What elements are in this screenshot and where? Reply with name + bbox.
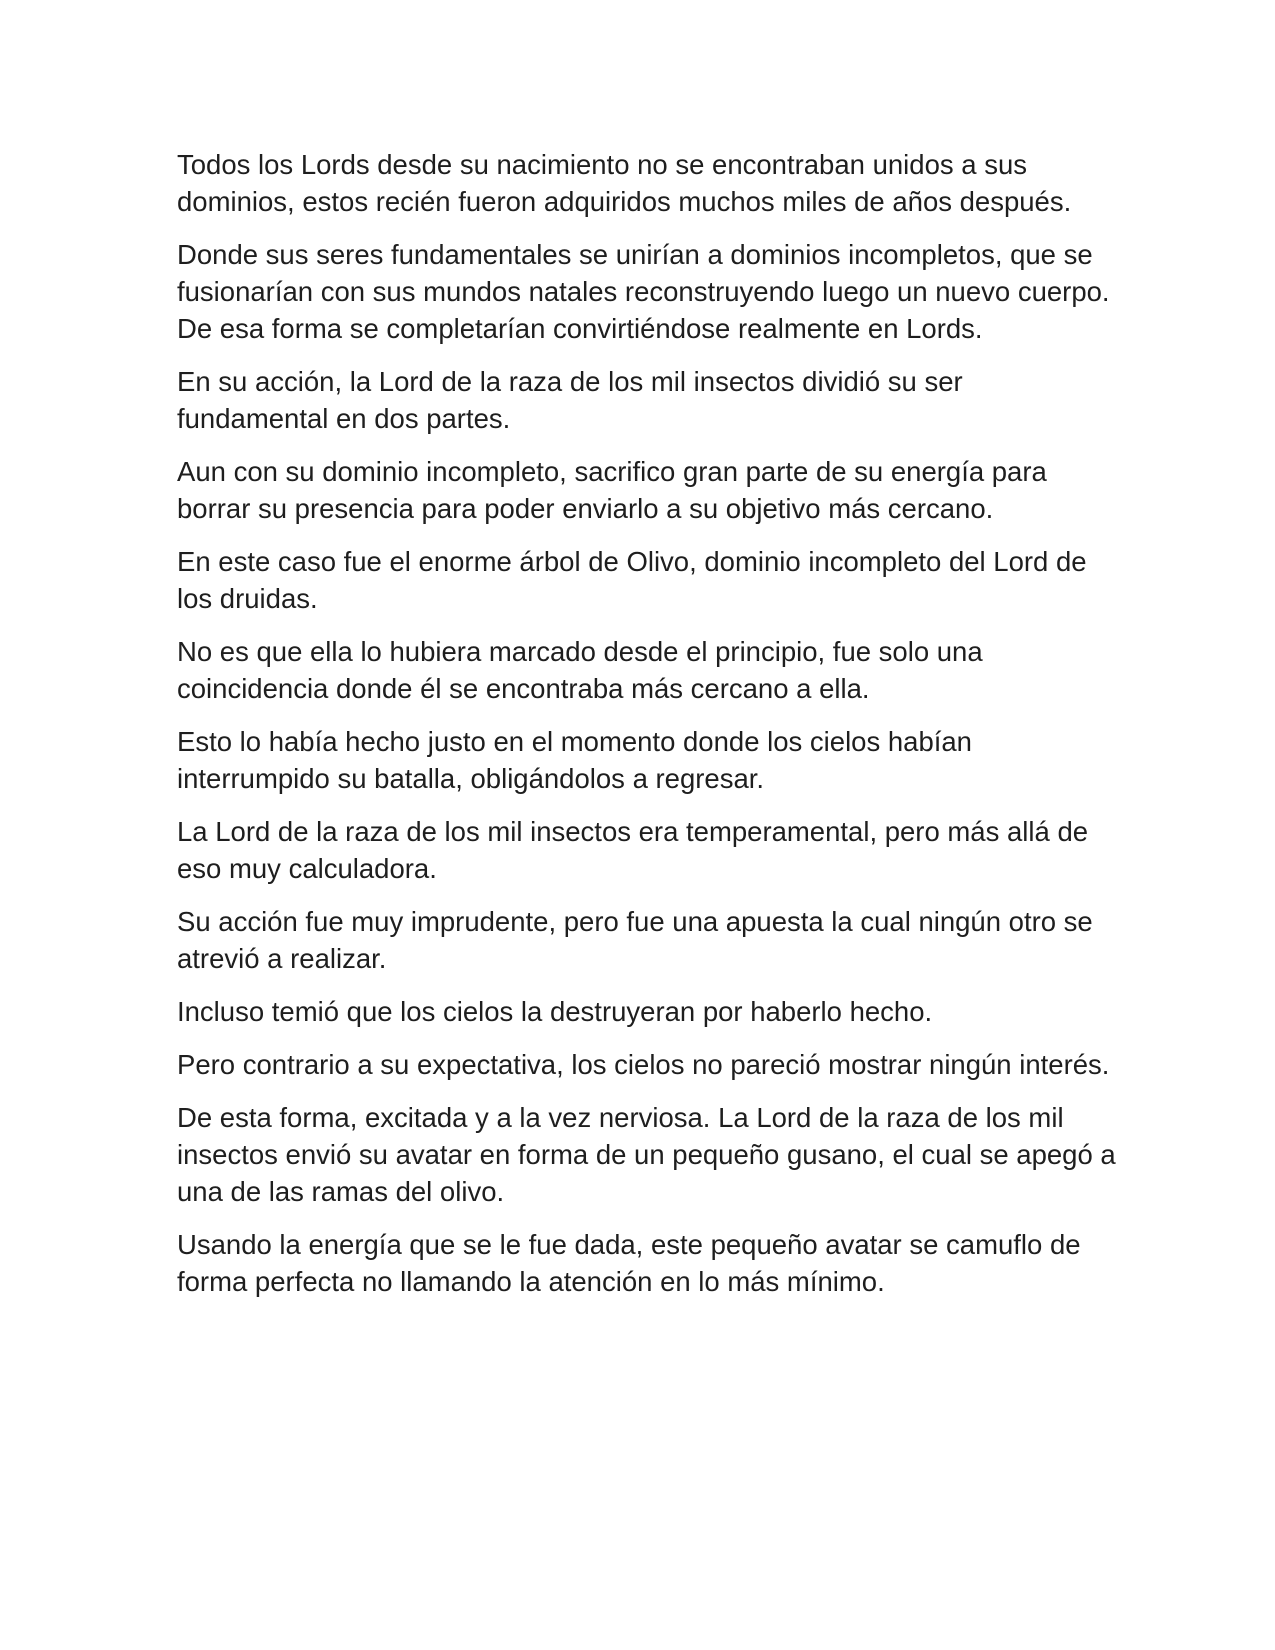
- paragraph: Donde sus seres fundamentales se unirían a dominios incompletos, que se fusionarían con sus mundos natales reconstruyendo luego un nuevo cuerpo. De esa forma se completarían convirtiéndose realmente en Lords.: [177, 239, 1110, 344]
- paragraph: En este caso fue el enorme árbol de Olivo, dominio incompleto del Lord de los druidas.: [177, 546, 1087, 614]
- paragraph: Incluso temió que los cielos la destruyeran por haberlo hecho.: [177, 996, 933, 1027]
- paragraph: Usando la energía que se le fue dada, este pequeño avatar se camuflo de forma perfecta no llamando la atención en lo más mínimo.: [177, 1229, 1081, 1297]
- paragraph: Su acción fue muy imprudente, pero fue una apuesta la cual ningún otro se atrevió a realizar.: [177, 906, 1093, 974]
- paragraph: Todos los Lords desde su nacimiento no se encontraban unidos a sus dominios, estos recién fueron adquiridos muchos miles de años después.: [177, 149, 1072, 217]
- paragraph: Esto lo había hecho justo en el momento donde los cielos habían interrumpido su batalla, obligándolos a regresar.: [177, 726, 972, 794]
- paragraph: Aun con su dominio incompleto, sacrifico gran parte de su energía para borrar su presencia para poder enviarlo a su objetivo más cercano.: [177, 456, 1047, 524]
- paragraph: Pero contrario a su expectativa, los cielos no pareció mostrar ningún interés.: [177, 1049, 1110, 1080]
- document-body: [177, 146, 1117, 1316]
- paragraph: La Lord de la raza de los mil insectos era temperamental, pero más allá de eso muy calculadora.: [177, 816, 1089, 884]
- paragraph: No es que ella lo hubiera marcado desde el principio, fue solo una coincidencia donde él se encontraba más cercano a ella.: [177, 636, 983, 704]
- paragraph: De esta forma, excitada y a la vez nerviosa. La Lord de la raza de los mil insectos envió su avatar en forma de un pequeño gusano, el cual se apegó a una de las ramas del olivo.: [177, 1102, 1116, 1207]
- paragraph: En su acción, la Lord de la raza de los mil insectos dividió su ser fundamental en dos partes.: [177, 366, 963, 434]
